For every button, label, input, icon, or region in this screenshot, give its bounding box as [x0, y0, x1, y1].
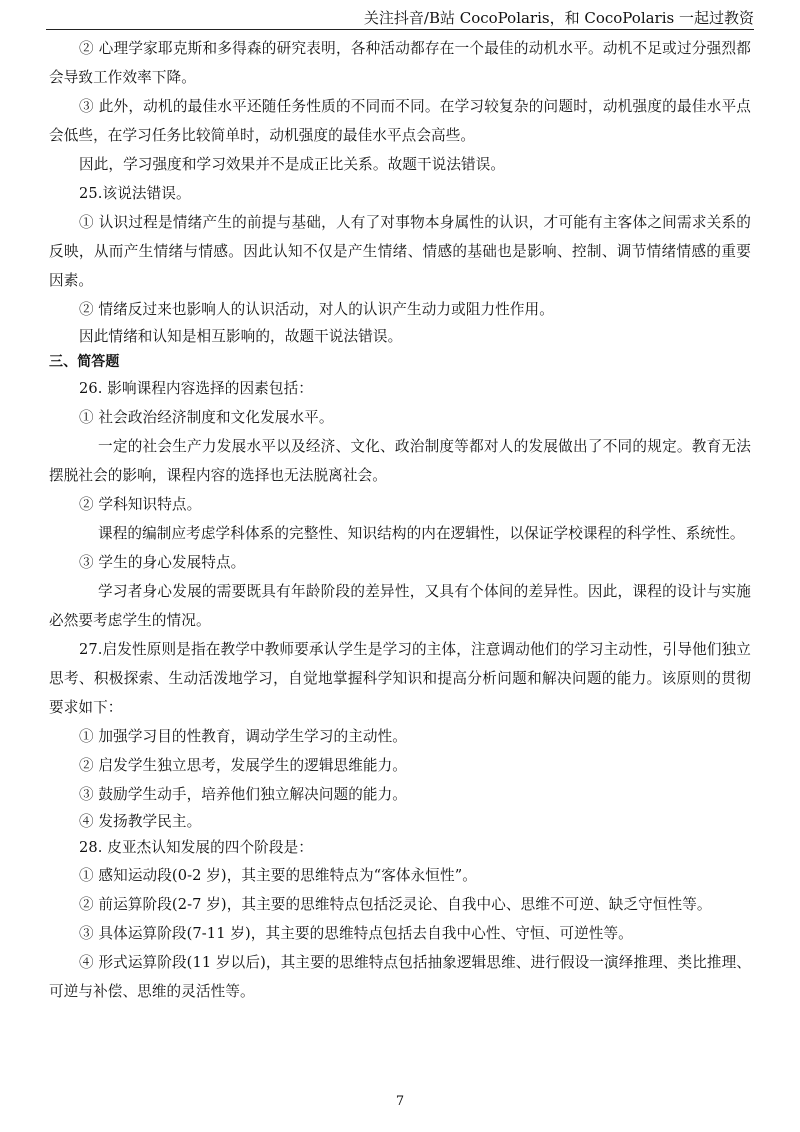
- list-item: ③ 学生的身心发展特点。: [79, 554, 246, 571]
- paragraph: ② 情绪反过来也影响人的认识活动，对人的认识产生动力或阻力性作用。: [79, 301, 554, 318]
- list-item: ③ 具体运算阶段(7-11 岁)，其主要的思维特点包括去自我中心性、守恒、可逆性等。: [79, 925, 633, 942]
- list-item: ① 感知运动段(0-2 岁)，其主要的思维特点为“客体永恒性”。: [79, 867, 477, 884]
- list-item: ④ 形式运算阶段(11 岁以后)，其主要的思维特点包括抽象逻辑思维、进行假设一演绎推理、类比推理、可逆与补偿、思维的灵活性等。: [49, 954, 751, 1000]
- paragraph: ③ 此外，动机的最佳水平还随任务性质的不同而不同。在学习较复杂的问题时，动机强度的最佳水平点会低些，在学习任务比较简单时，动机强度的最佳水平点会高些。: [49, 98, 751, 144]
- paragraph: ① 认识过程是情绪产生的前提与基础，人有了对事物本身属性的认识，才可能有主客体之间需求关系的反映，从而产生情绪与情感。因此认知不仅是产生情绪、情感的基础也是影响、控制、调节情绪情感的重要因素。: [49, 214, 751, 289]
- section-heading: 三、简答题: [49, 354, 120, 370]
- list-item: ③ 鼓励学生动手，培养他们独立解决问题的能力。: [79, 786, 408, 803]
- page-header: 关注抖音/B站 CocoPolaris，和 CocoPolaris 一起过教资: [363, 9, 754, 27]
- question-26-heading: 26. 影响课程内容选择的因素包括：: [79, 380, 313, 397]
- paragraph: 学习者身心发展的需要既具有年龄阶段的差异性，又具有个体间的差异性。因此，课程的设计与实施必然要考虑学生的情况。: [49, 583, 751, 629]
- list-item: ① 社会政治经济制度和文化发展水平。: [79, 409, 334, 426]
- list-item: ④ 发扬教学民主。: [79, 813, 202, 830]
- page-number: 7: [395, 1094, 405, 1109]
- paragraph: 课程的编制应考虑学科体系的完整性、知识结构的内在逻辑性，以保证学校课程的科学性、系统性。: [98, 525, 745, 542]
- paragraph: 因此情绪和认知是相互影响的，故题干说法错误。: [79, 328, 403, 345]
- page-content: [49, 34, 751, 1006]
- list-item: ② 前运算阶段(2-7 岁)，其主要的思维特点包括泛灵论、自我中心、思维不可逆、缺乏守恒性等。: [79, 896, 712, 913]
- question-28-heading: 28. 皮亚杰认知发展的四个阶段是：: [79, 839, 313, 856]
- list-item: ② 启发学生独立思考，发展学生的逻辑思维能力。: [79, 757, 408, 774]
- paragraph: ② 心理学家耶克斯和多得森的研究表明，各种活动都存在一个最佳的动机水平。动机不足或过分强烈都会导致工作效率下降。: [49, 40, 751, 86]
- header-divider: [46, 29, 754, 30]
- question-27-answer: 27.启发性原则是指在教学中教师要承认学生是学习的主体，注意调动他们的学习主动性，引导他们独立思考、积极探索、生动活泼地学习，自觉地掌握科学知识和提高分析问题和解决问题的能力。该原则的贯彻要求如下：: [49, 641, 751, 716]
- list-item: ① 加强学习目的性教育，调动学生学习的主动性。: [79, 728, 408, 745]
- paragraph: 一定的社会生产力发展水平以及经济、文化、政治制度等都对人的发展做出了不同的规定。教育无法摆脱社会的影响，课程内容的选择也无法脱离社会。: [49, 438, 751, 484]
- list-item: ② 学科知识特点。: [79, 496, 202, 513]
- paragraph: 因此，学习强度和学习效果并不是成正比关系。故题干说法错误。: [79, 156, 506, 173]
- question-25-answer: 25.该说法错误。: [79, 185, 191, 202]
